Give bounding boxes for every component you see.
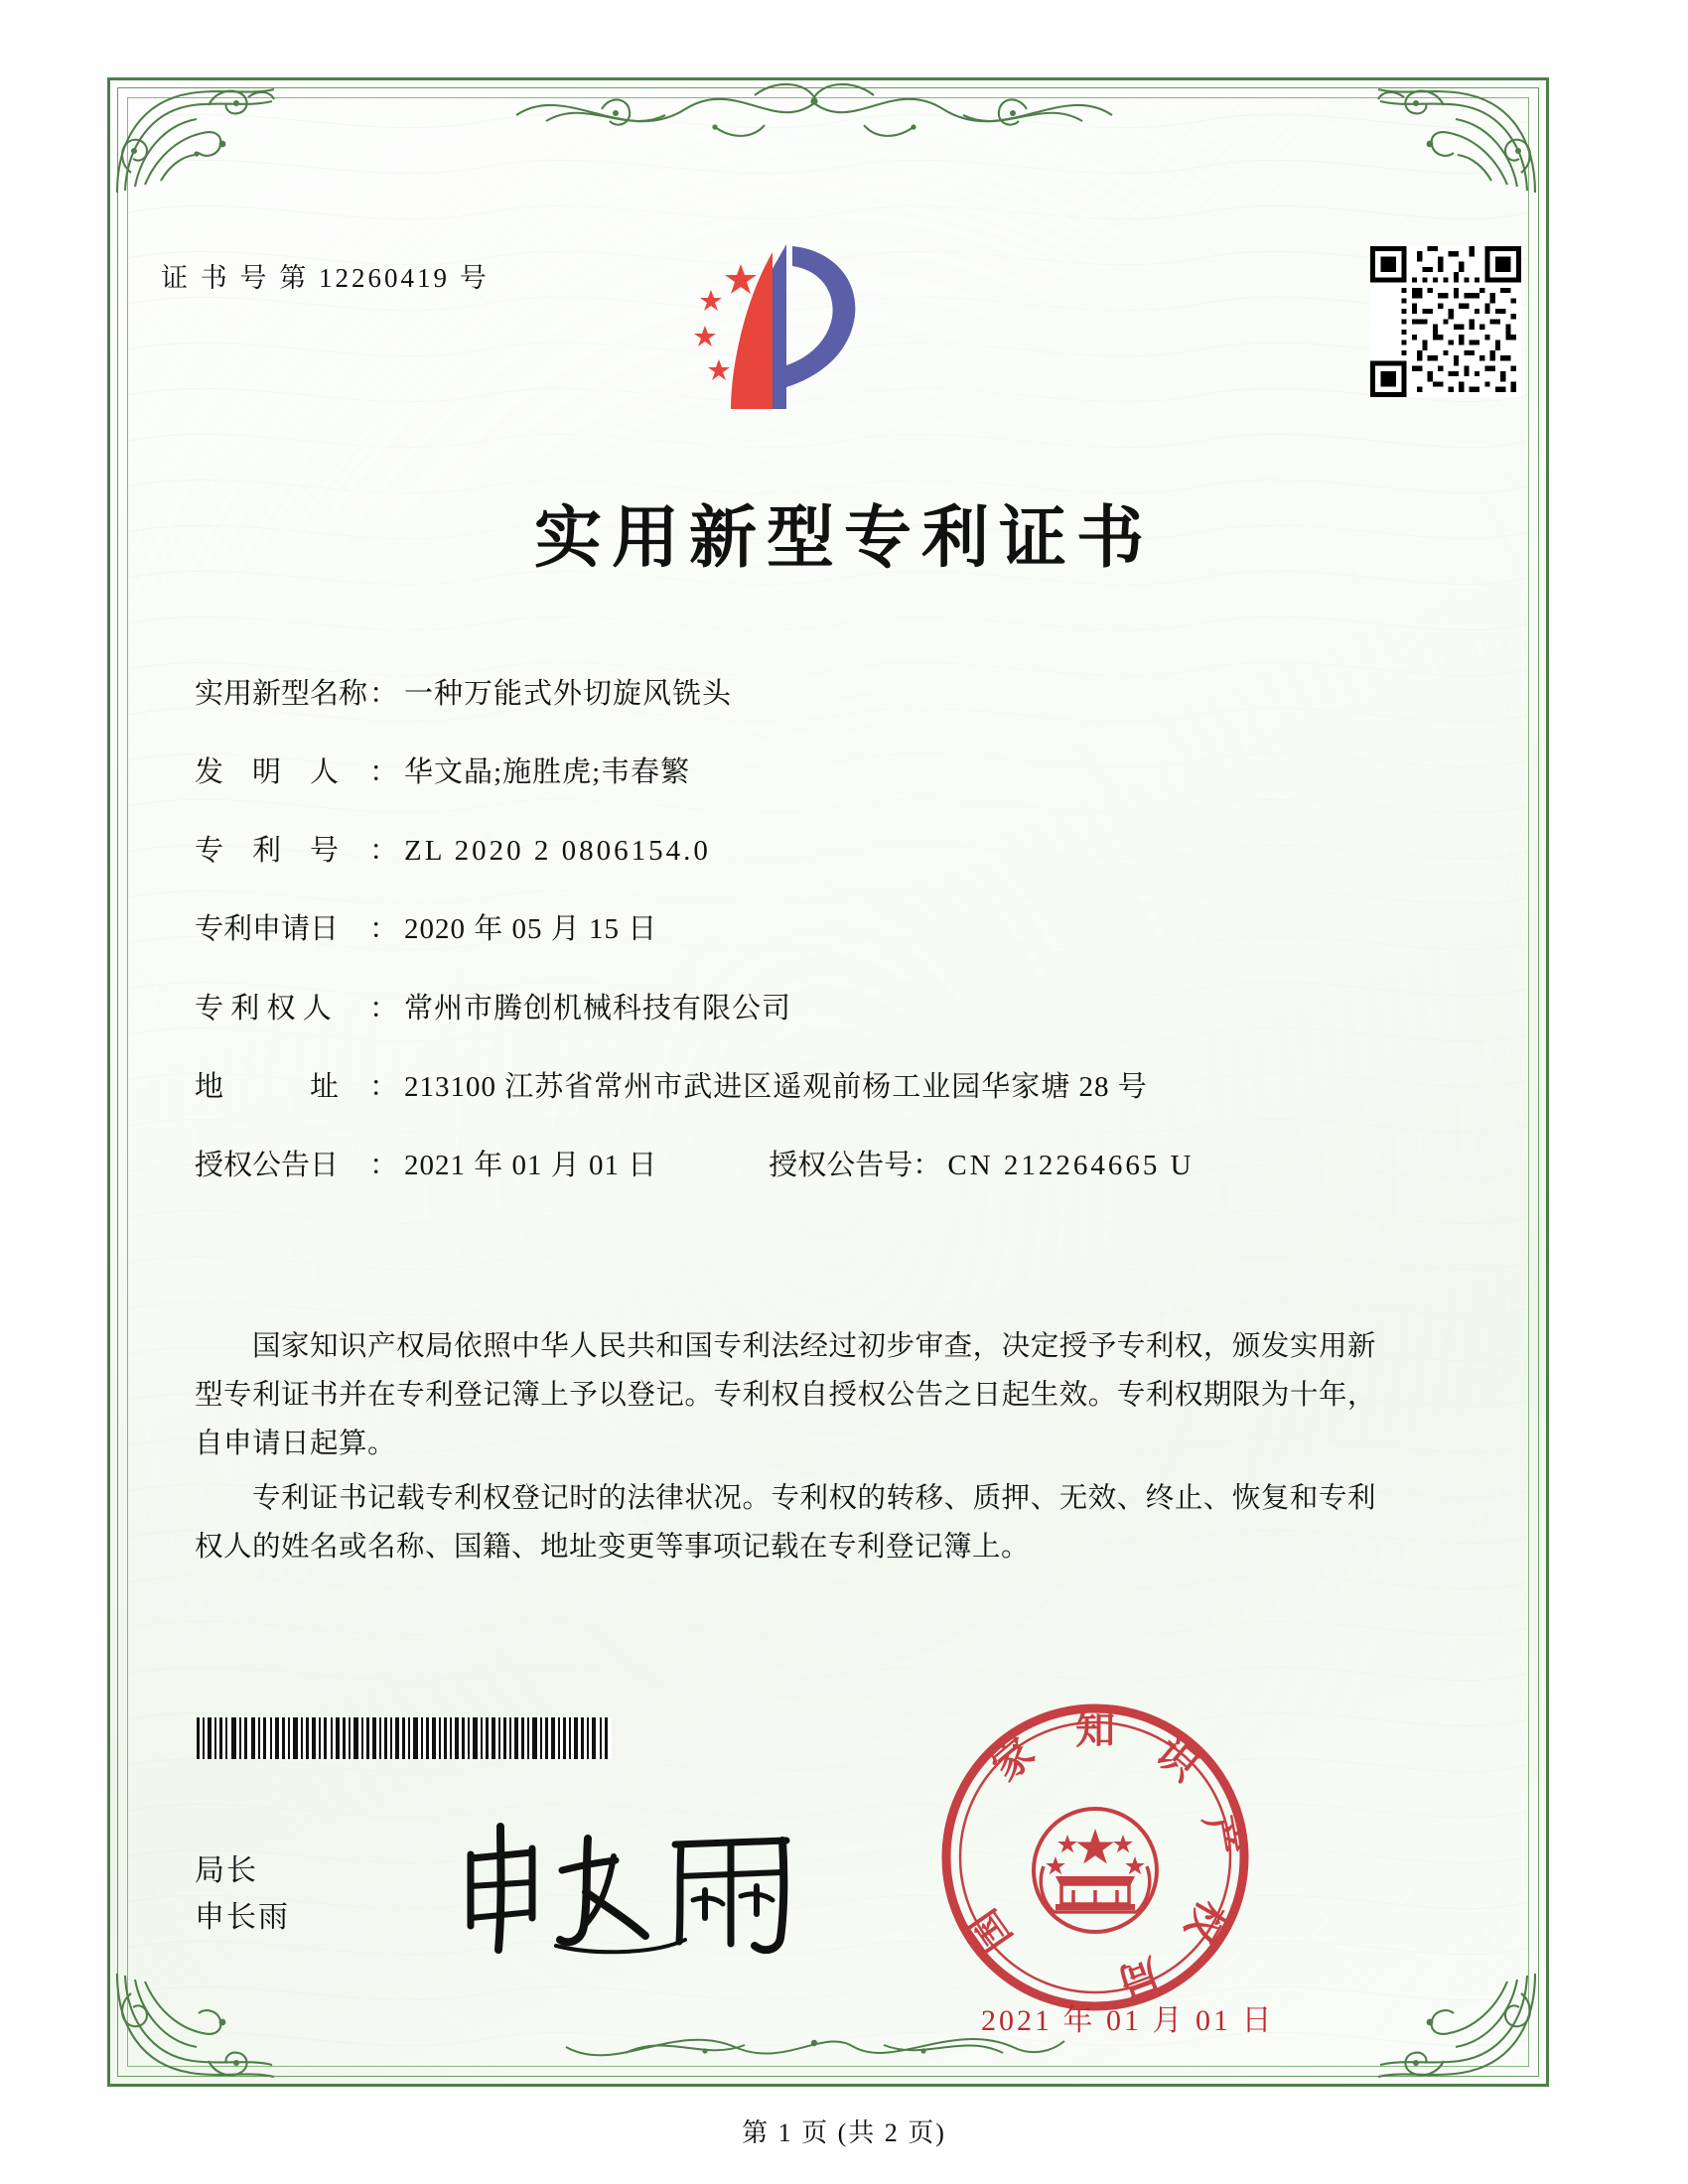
barcode-icon <box>195 1717 612 1759</box>
svg-text:国: 国 <box>960 1901 1021 1960</box>
field-label-utility-model-name: 实用新型名称 <box>195 678 368 710</box>
field-colon-0: ： <box>369 678 399 710</box>
svg-text:产: 产 <box>1195 1812 1247 1859</box>
field-colon-2: ： <box>369 835 399 868</box>
field-colon-3: ： <box>369 913 399 946</box>
field-colon-1: ： <box>369 756 399 789</box>
field-row-patent-number <box>195 832 1366 871</box>
page-footer: 第 1 页 (共 2 页) <box>742 2118 946 2147</box>
svg-text:识: 识 <box>1147 1729 1207 1790</box>
field-value-grant-number: CN 212264665 U <box>947 1149 1195 1181</box>
legal-paragraph-2: 专利证书记载专利权登记时的法律状况。专利权的转移、质押、无效、终止、恢复和专利权人的姓名或名称、国籍、地址变更等事项记载在专利登记簿上。 <box>195 1483 1376 1564</box>
director-block <box>195 1848 290 1941</box>
page-title: 实用新型专利证书 <box>533 500 1154 576</box>
legal-text-block <box>195 1322 1376 1577</box>
field-row-grant-announcement <box>195 1147 1366 1185</box>
field-value-utility-model-name: 一种万能式外切旋风铣头 <box>404 678 733 710</box>
field-colon-5: ： <box>369 1070 399 1103</box>
field-label-address: 地 址 <box>195 1070 340 1103</box>
field-colon-grant-number: ： <box>913 1149 942 1181</box>
field-value-patentee: 常州市腾创机械科技有限公司 <box>404 992 792 1024</box>
director-name-label: 申长雨 <box>195 1900 290 1934</box>
cnipa-logo-icon <box>675 238 884 417</box>
field-row-inventors <box>195 753 1366 792</box>
svg-text:知: 知 <box>1075 1707 1115 1752</box>
field-colon-grant-date: ： <box>369 1149 399 1181</box>
field-label-grant-date: 授权公告日 <box>195 1149 340 1181</box>
field-value-address: 213100 江苏省常州市武进区遥观前杨工业园华家塘 28 号 <box>404 1070 1148 1103</box>
svg-text:家: 家 <box>983 1729 1044 1790</box>
field-row-application-date <box>195 910 1366 949</box>
director-role-label: 局长 <box>195 1854 258 1887</box>
field-label-application-date: 专利申请日 <box>195 913 340 946</box>
field-label-patentee: 专 利 权 人 <box>195 992 332 1024</box>
svg-text:权: 权 <box>1176 1892 1235 1950</box>
certificate-number: 证 书 号 第 12260419 号 <box>161 263 490 293</box>
field-row-patentee <box>195 990 1366 1028</box>
field-value-application-date: 2020 年 05 月 15 日 <box>404 913 658 946</box>
field-label-inventors: 发 明 人 <box>195 756 340 789</box>
svg-text:局: 局 <box>1112 1949 1166 2005</box>
field-value-patent-number: ZL 2020 2 0806154.0 <box>404 835 711 868</box>
official-red-seal-icon <box>931 1694 1259 2021</box>
field-value-inventors: 华文晶;施胜虎;韦春繁 <box>404 756 691 789</box>
field-row-address <box>195 1068 1366 1107</box>
field-list <box>195 675 1366 1225</box>
seal-date: 2021 年 01 月 01 日 <box>981 2004 1275 2037</box>
field-label-grant-number: 授权公告号 <box>769 1149 914 1181</box>
field-row-utility-model-name <box>195 675 1366 714</box>
legal-paragraph-1: 国家知识产权局依照中华人民共和国专利法经过初步审查，决定授予专利权，颁发实用新型专利证书并在专利登记簿上予以登记。专利权自授权公告之日起生效。专利权期限为十年，自申请日起算。 <box>195 1331 1376 1460</box>
qr-code-icon <box>1370 246 1521 397</box>
field-label-patent-number: 专 利 号 <box>195 835 340 868</box>
field-colon-4: ： <box>369 992 399 1024</box>
handwritten-signature-icon <box>437 1815 834 1964</box>
field-value-grant-date: 2021 年 01 月 01 日 <box>404 1149 658 1181</box>
